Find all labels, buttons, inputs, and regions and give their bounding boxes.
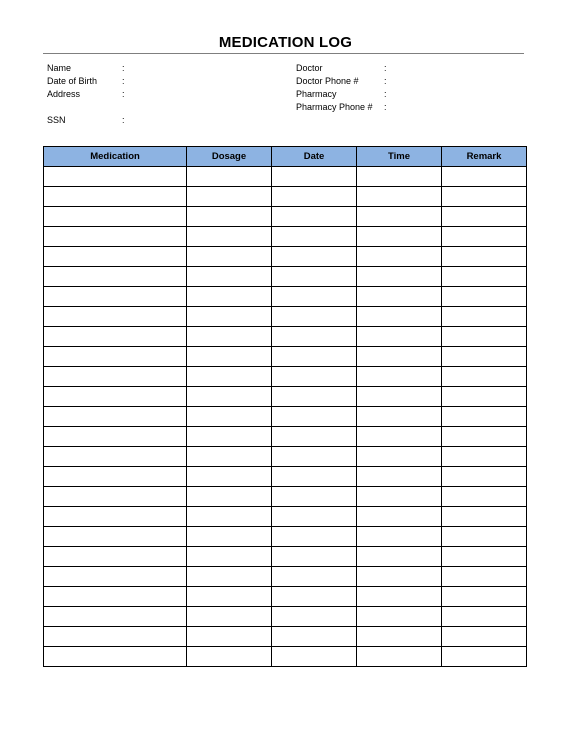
remark-cell[interactable] [442,227,527,247]
medication-cell[interactable] [44,167,187,187]
table-row [44,547,527,567]
date-cell[interactable] [272,447,357,467]
remark-cell[interactable] [442,267,527,287]
medication-cell[interactable] [44,247,187,267]
dosage-cell[interactable] [187,527,272,547]
column-header-date: Date [272,147,357,167]
date-cell[interactable] [272,227,357,247]
column-header-remark: Remark [442,147,527,167]
pharmacy-phone-colon: : [384,102,387,112]
dosage-cell[interactable] [187,467,272,487]
medication-cell[interactable] [44,307,187,327]
time-cell[interactable] [357,207,442,227]
pharmacy-colon: : [384,89,387,99]
date-cell[interactable] [272,267,357,287]
remark-cell[interactable] [442,167,527,187]
date-cell[interactable] [272,387,357,407]
date-cell[interactable] [272,467,357,487]
date-cell[interactable] [272,427,357,447]
column-header-dosage: Dosage [187,147,272,167]
table-row [44,427,527,447]
medication-cell[interactable] [44,347,187,367]
date-cell[interactable] [272,507,357,527]
time-cell[interactable] [357,627,442,647]
table-row [44,267,527,287]
table-row [44,527,527,547]
date-of-birth-colon: : [122,76,125,86]
dosage-cell[interactable] [187,447,272,467]
time-cell[interactable] [357,327,442,347]
remark-cell[interactable] [442,187,527,207]
dosage-cell[interactable] [187,167,272,187]
table-row [44,167,527,187]
date-cell[interactable] [272,587,357,607]
time-cell[interactable] [357,547,442,567]
table-row [44,247,527,267]
title-divider [43,53,524,54]
date-cell[interactable] [272,207,357,227]
ssn-colon: : [122,115,125,125]
medication-cell[interactable] [44,527,187,547]
remark-cell[interactable] [442,627,527,647]
table-body [44,167,527,667]
medication-cell[interactable] [44,547,187,567]
dosage-cell[interactable] [187,327,272,347]
table-row [44,627,527,647]
dosage-cell[interactable] [187,607,272,627]
medication-cell[interactable] [44,647,187,667]
doctor-phone-colon: : [384,76,387,86]
medication-cell[interactable] [44,447,187,467]
time-cell[interactable] [357,447,442,467]
time-cell[interactable] [357,407,442,427]
column-header-time: Time [357,147,442,167]
doctor-phone-label: Doctor Phone # [296,76,359,86]
medication-cell[interactable] [44,367,187,387]
remark-cell[interactable] [442,207,527,227]
remark-cell[interactable] [442,567,527,587]
dosage-cell[interactable] [187,387,272,407]
table-row [44,327,527,347]
medication-cell[interactable] [44,207,187,227]
medication-cell[interactable] [44,227,187,247]
time-cell[interactable] [357,527,442,547]
dosage-cell[interactable] [187,187,272,207]
date-cell[interactable] [272,287,357,307]
time-cell[interactable] [357,487,442,507]
dosage-cell[interactable] [187,347,272,367]
page-title: MEDICATION LOG [218,34,353,51]
time-cell[interactable] [357,347,442,367]
remark-cell[interactable] [442,487,527,507]
table-row [44,367,527,387]
remark-cell[interactable] [442,587,527,607]
date-of-birth-label: Date of Birth [47,76,98,86]
time-cell[interactable] [357,607,442,627]
time-cell[interactable] [357,387,442,407]
remark-cell[interactable] [442,467,527,487]
dosage-cell[interactable] [187,307,272,327]
pharmacy-phone-label: Pharmacy Phone # [296,102,373,112]
medication-cell[interactable] [44,427,187,447]
remark-cell[interactable] [442,327,527,347]
remark-cell[interactable] [442,347,527,367]
time-cell[interactable] [357,367,442,387]
time-cell[interactable] [357,267,442,287]
table-row [44,407,527,427]
address-label: Address [47,89,81,99]
remark-cell[interactable] [442,547,527,567]
remark-cell[interactable] [442,387,527,407]
doctor-label: Doctor [296,63,323,73]
dosage-cell[interactable] [187,547,272,567]
name-colon: : [122,63,125,73]
time-cell[interactable] [357,167,442,187]
table-row [44,487,527,507]
table-row [44,187,527,207]
dosage-cell[interactable] [187,267,272,287]
dosage-cell[interactable] [187,227,272,247]
time-cell[interactable] [357,647,442,667]
time-cell[interactable] [357,587,442,607]
date-cell[interactable] [272,567,357,587]
remark-cell[interactable] [442,247,527,267]
date-cell[interactable] [272,487,357,507]
remark-cell[interactable] [442,287,527,307]
time-cell[interactable] [357,307,442,327]
remark-cell[interactable] [442,607,527,627]
medication-cell[interactable] [44,507,187,527]
date-cell[interactable] [272,527,357,547]
time-cell[interactable] [357,287,442,307]
medication-cell[interactable] [44,387,187,407]
date-cell[interactable] [272,627,357,647]
date-cell[interactable] [272,307,357,327]
medication-cell[interactable] [44,287,187,307]
dosage-cell[interactable] [187,207,272,227]
table-row [44,607,527,627]
medication-log-table [43,146,527,667]
name-label: Name [47,63,72,73]
table-row [44,567,527,587]
table-row [44,447,527,467]
dosage-cell[interactable] [187,487,272,507]
dosage-cell[interactable] [187,567,272,587]
table-row [44,467,527,487]
table-row [44,387,527,407]
date-cell[interactable] [272,407,357,427]
dosage-cell[interactable] [187,627,272,647]
time-cell[interactable] [357,247,442,267]
date-cell[interactable] [272,327,357,347]
time-cell[interactable] [357,227,442,247]
medication-cell[interactable] [44,407,187,427]
table-header-row [44,147,527,167]
medication-cell[interactable] [44,327,187,347]
dosage-cell[interactable] [187,427,272,447]
date-cell[interactable] [272,187,357,207]
address-colon: : [122,89,125,99]
remark-cell[interactable] [442,307,527,327]
remark-cell[interactable] [442,527,527,547]
dosage-cell[interactable] [187,507,272,527]
table-row [44,207,527,227]
remark-cell[interactable] [442,447,527,467]
medication-cell[interactable] [44,187,187,207]
table-row [44,287,527,307]
table-row [44,347,527,367]
medication-cell[interactable] [44,467,187,487]
dosage-cell[interactable] [187,367,272,387]
table-row [44,307,527,327]
date-cell[interactable] [272,547,357,567]
remark-cell[interactable] [442,647,527,667]
date-cell[interactable] [272,247,357,267]
doctor-colon: : [384,63,387,73]
remark-cell[interactable] [442,407,527,427]
table-row [44,507,527,527]
time-cell[interactable] [357,427,442,447]
medication-cell[interactable] [44,487,187,507]
time-cell[interactable] [357,567,442,587]
ssn-label: SSN [47,115,66,125]
medication-cell[interactable] [44,267,187,287]
dosage-cell[interactable] [187,287,272,307]
remark-cell[interactable] [442,507,527,527]
time-cell[interactable] [357,467,442,487]
remark-cell[interactable] [442,367,527,387]
date-cell[interactable] [272,367,357,387]
medication-cell[interactable] [44,607,187,627]
dosage-cell[interactable] [187,587,272,607]
medication-cell[interactable] [44,567,187,587]
time-cell[interactable] [357,187,442,207]
column-header-medication: Medication [44,147,187,167]
dosage-cell[interactable] [187,647,272,667]
table-row [44,227,527,247]
medication-cell[interactable] [44,587,187,607]
date-cell[interactable] [272,647,357,667]
pharmacy-label: Pharmacy [296,89,337,99]
dosage-cell[interactable] [187,407,272,427]
time-cell[interactable] [357,507,442,527]
remark-cell[interactable] [442,427,527,447]
medication-cell[interactable] [44,627,187,647]
table-row [44,647,527,667]
date-cell[interactable] [272,607,357,627]
date-cell[interactable] [272,167,357,187]
dosage-cell[interactable] [187,247,272,267]
table-row [44,587,527,607]
date-cell[interactable] [272,347,357,367]
